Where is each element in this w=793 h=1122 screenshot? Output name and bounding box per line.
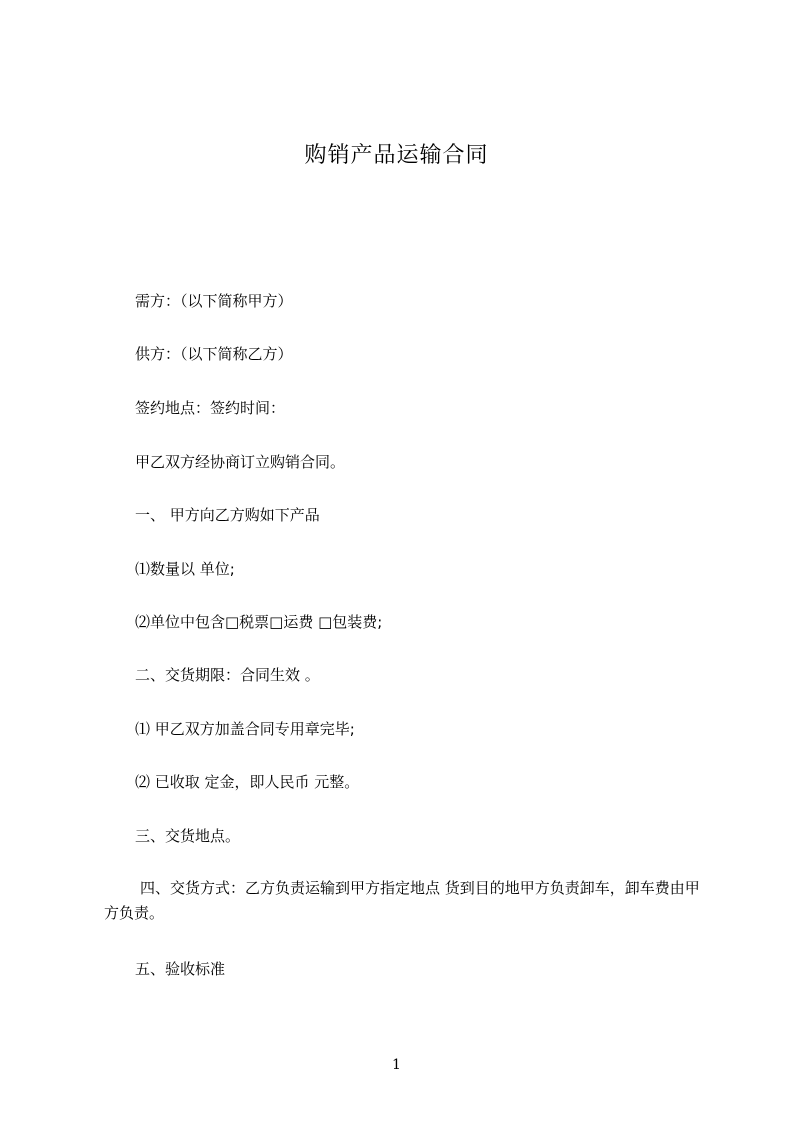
clause-1-heading: 一、 甲方向乙方购如下产品 (135, 506, 320, 524)
clause-1-item-2: ⑵单位中包含□税票□运费 □包装费; (135, 613, 383, 631)
clause-4-paragraph: 四、交货方式：乙方负责运输到甲方指定地点 货到目的地甲方负责卸车，卸车费由甲方负责。 (104, 879, 700, 922)
party-buyer-line: 需方：（以下简称甲方） (135, 292, 293, 310)
document-title: 购销产品运输合同 (304, 143, 489, 168)
clause-5-heading: 五、验收标准 (135, 960, 226, 978)
clause-2-item-1: ⑴ 甲乙双方加盖合同专用章完毕; (135, 720, 355, 738)
clause-3-heading: 三、交货地点。 (135, 827, 241, 845)
party-seller-line: 供方：（以下简称乙方） (135, 345, 293, 363)
clause-1-item-1: ⑴数量以 单位; (135, 560, 235, 578)
clause-2-item-2: ⑵ 已收取 定金，即人民币 元整。 (135, 773, 360, 791)
page-number: 1 (392, 1057, 401, 1073)
contract-intro-line: 甲乙双方经协商订立购销合同。 (135, 453, 346, 471)
clause-2-heading: 二、交货期限：合同生效 。 (135, 666, 320, 684)
signing-place-time-line: 签约地点：签约时间： (135, 399, 286, 417)
